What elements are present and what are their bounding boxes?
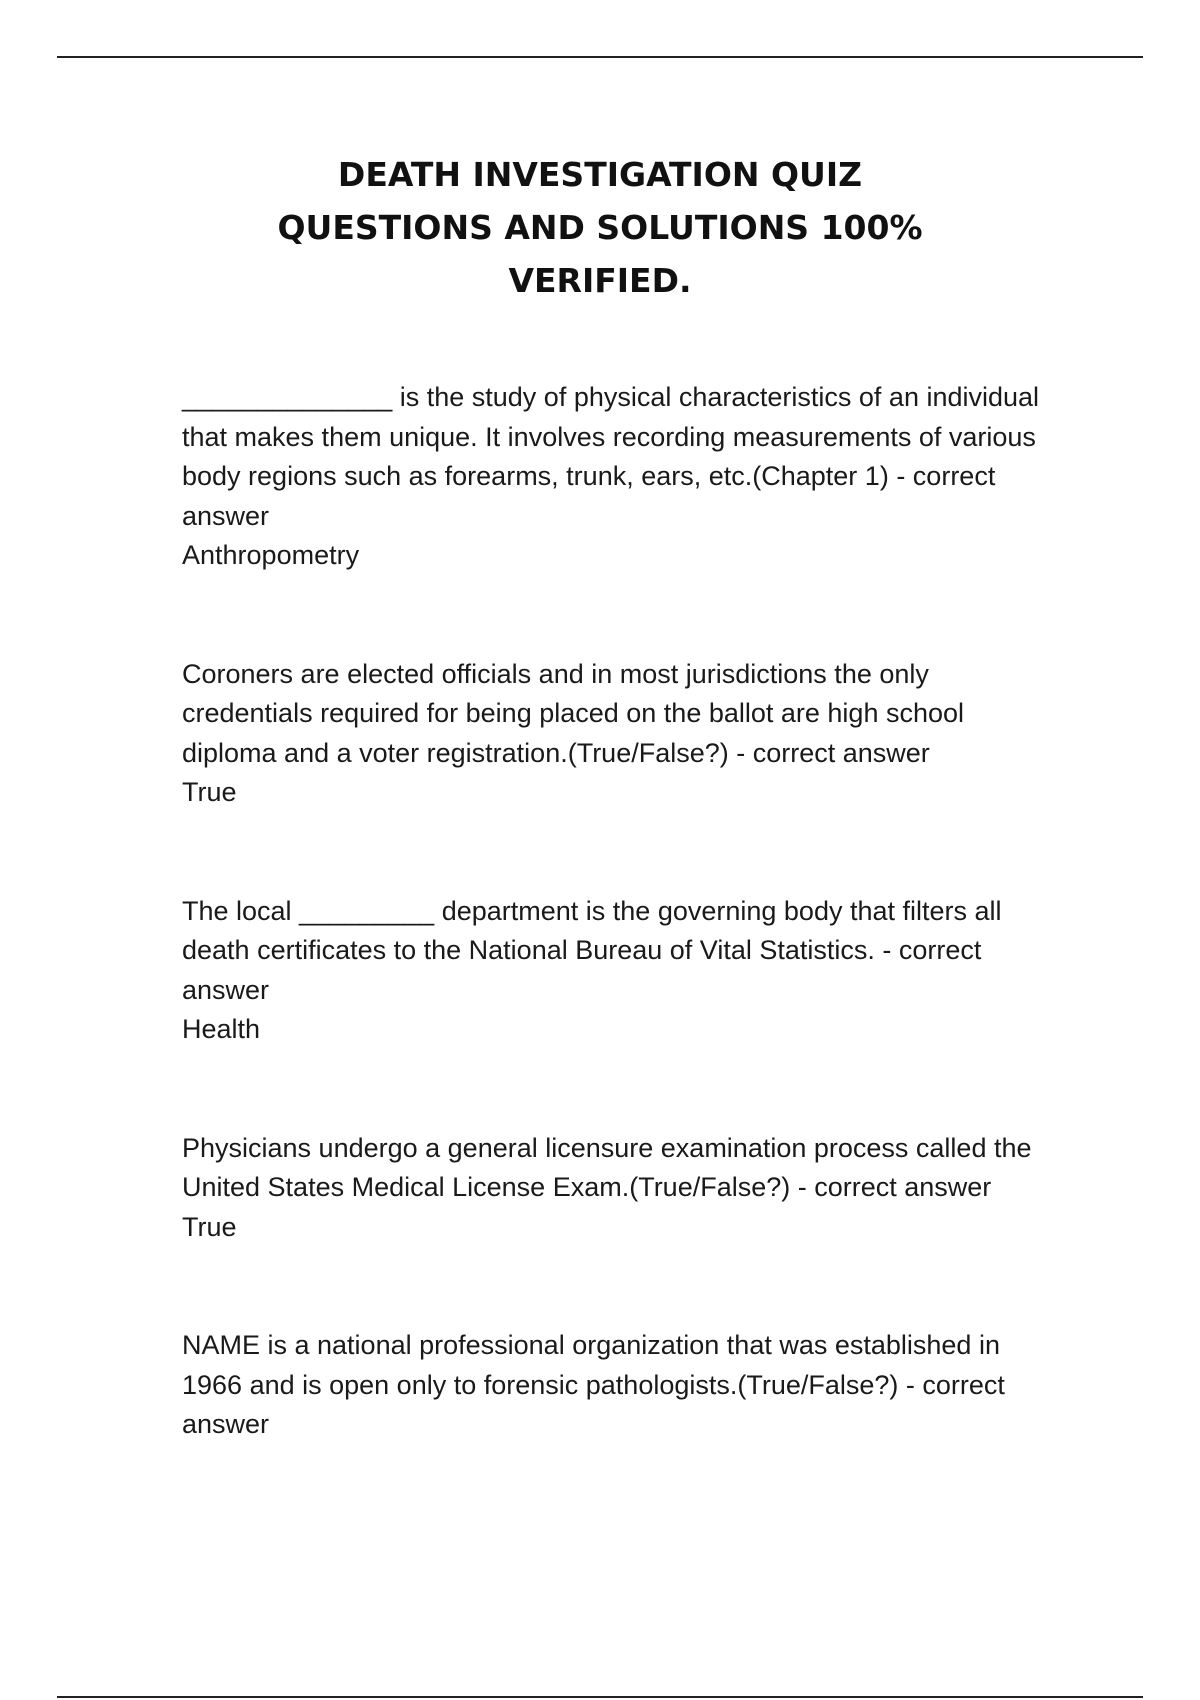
title-line-1: DEATH INVESTIGATION QUIZ bbox=[337, 155, 863, 194]
question-text: Physicians undergo a general licensure examination process called the United States Medical License Exam.(True/False?) - correct answer bbox=[182, 1132, 1040, 1202]
bottom-rule bbox=[57, 1696, 1143, 1698]
qa-item-4 bbox=[182, 1129, 1042, 1248]
answer-text: True bbox=[182, 777, 237, 807]
question-text: The local _________ department is the governing body that filters all death certificates to the National Bureau of Vital Statistics. - correct answer bbox=[182, 895, 1010, 1005]
qa-item-1 bbox=[182, 378, 1047, 576]
title-line-2: QUESTIONS AND SOLUTIONS 100% bbox=[277, 208, 923, 247]
qa-item-5 bbox=[182, 1326, 1042, 1445]
answer-text: True bbox=[182, 1211, 237, 1242]
qa-item-2 bbox=[182, 655, 1042, 813]
document-title bbox=[180, 148, 1020, 307]
question-text: Coroners are elected officials and in most jurisdictions the only credentials required for being placed on the ballot are high school diploma and a voter registration.(True/False?) - correct answer bbox=[182, 658, 972, 768]
answer-text: Health bbox=[182, 1014, 261, 1044]
question-text: ______________ is the study of physical characteristics of an individual that makes them unique. It involves recording measurements of various body regions such as forearms, trunk, ears, etc.(Chapter 1) - correct answer bbox=[182, 382, 1047, 531]
question-list bbox=[182, 378, 1047, 1445]
answer-text: Anthropometry bbox=[182, 540, 360, 570]
title-line-3: VERIFIED. bbox=[508, 261, 692, 300]
question-text: NAME is a national professional organization that was established in 1966 and is open only to forensic pathologists.(True/False?) - correct answer bbox=[182, 1330, 1013, 1439]
top-rule bbox=[57, 56, 1143, 58]
qa-item-3 bbox=[182, 892, 1042, 1050]
